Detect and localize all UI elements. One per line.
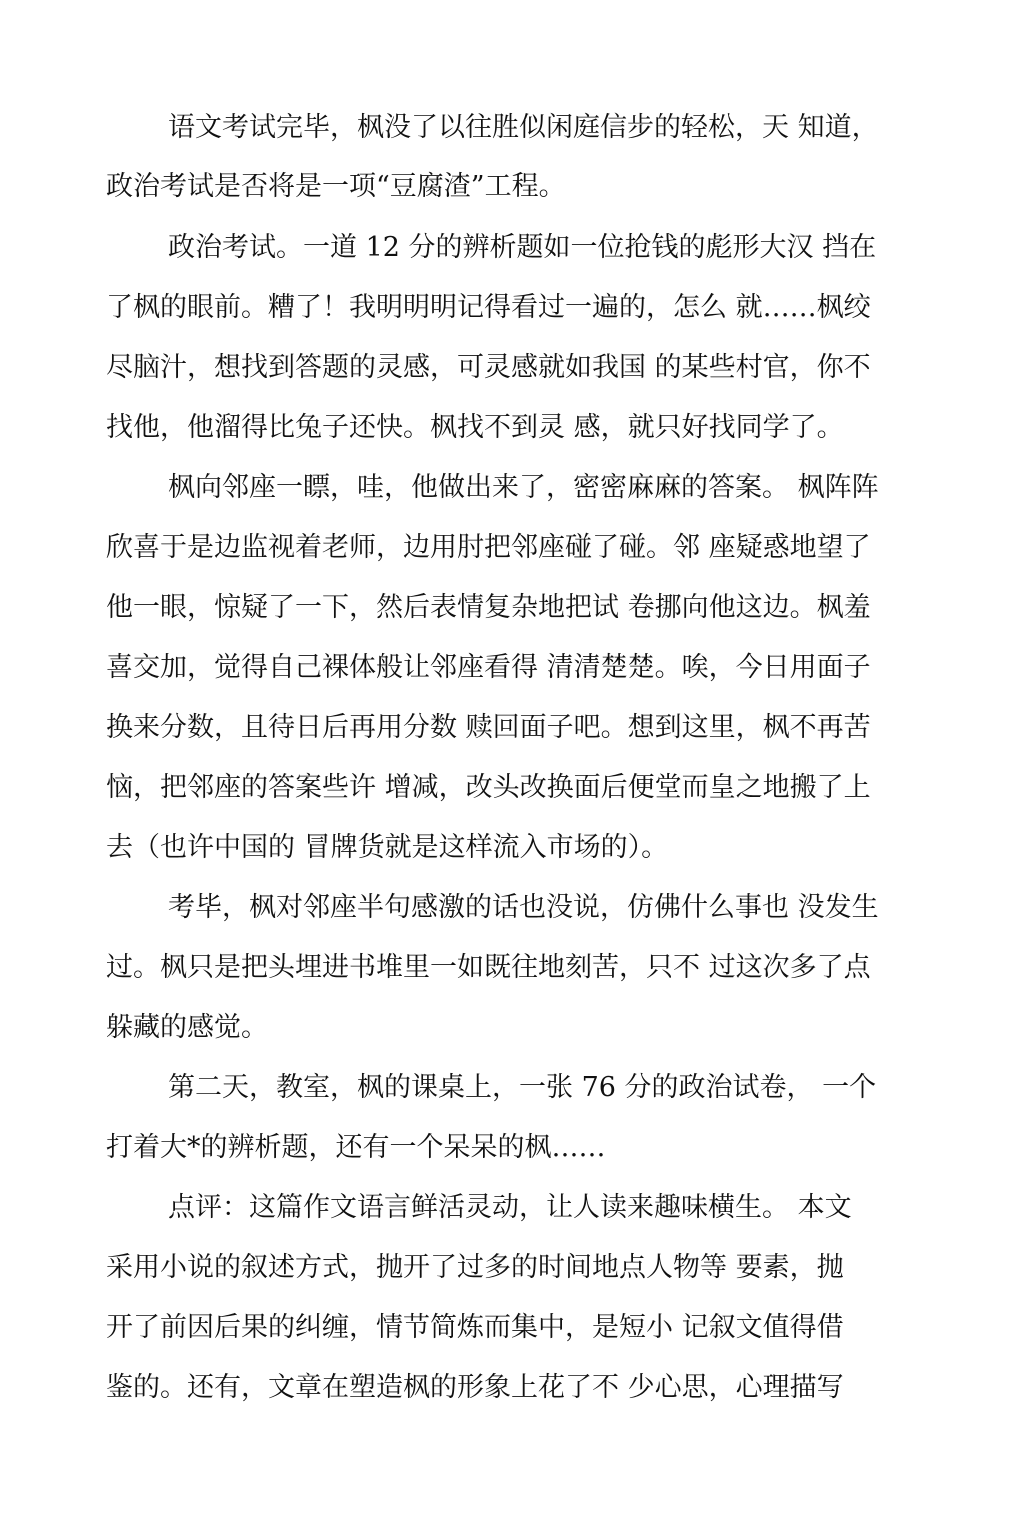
text-line: 政治考试是否将是一项“豆腐渣”工程。 xyxy=(106,171,566,202)
text-line: 恼，把邻座的答案些许 增减，改头改换面后便堂而皇之地搬了上 xyxy=(106,772,871,803)
text-line: 找他，他溜得比兔子还快。枫找不到灵 感，就只好找同学了。 xyxy=(106,412,844,443)
text-line: 去（也许中国的 冒牌货就是这样流入市场的）。 xyxy=(106,832,669,863)
text-line: 鉴的。还有，文章在塑造枫的形象上花了不 少心思，心理描写 xyxy=(106,1372,844,1403)
text-line: 欣喜于是边监视着老师，边用肘把邻座碰了碰。邻 座疑惑地望了 xyxy=(106,532,871,563)
text-line: 尽脑汁，想找到答题的灵感，可灵感就如我国 的某些村官，你不 xyxy=(106,352,871,383)
text-line: 枫向邻座一瞟，哇，他做出来了，密密麻麻的答案。 枫阵阵 xyxy=(168,472,879,503)
text-line: 喜交加，觉得自己裸体般让邻座看得 清清楚楚。唉，今日用面子 xyxy=(106,652,871,683)
text-line: 第二天，教室，枫的课桌上，一张 76 分的政治试卷， 一个 xyxy=(168,1072,877,1103)
text-line: 他一眼，惊疑了一下，然后表情复杂地把试 卷挪向他这边。枫羞 xyxy=(106,592,871,623)
text-line: 了枫的眼前。糟了！我明明明记得看过一遍的，怎么 就……枫绞 xyxy=(106,292,871,323)
text-line: 采用小说的叙述方式，抛开了过多的时间地点人物等 要素，抛 xyxy=(106,1252,844,1283)
text-line: 过。枫只是把头埋进书堆里一如既往地刻苦，只不 过这次多了点 xyxy=(106,952,871,983)
text-line: 打着大*的辨析题，还有一个呆呆的枫…… xyxy=(106,1132,606,1163)
text-line: 政治考试。一道 12 分的辨析题如一位抢钱的彪形大汉 挡在 xyxy=(168,232,877,263)
text-line: 躲藏的感觉。 xyxy=(106,1012,268,1043)
text-line: 点评：这篇作文语言鲜活灵动，让人读来趣味横生。 本文 xyxy=(168,1192,852,1223)
text-line: 换来分数，且待日后再用分数 赎回面子吧。想到这里，枫不再苦 xyxy=(106,712,871,743)
text-line: 考毕，枫对邻座半句感激的话也没说，仿佛什么事也 没发生 xyxy=(168,892,879,923)
text-line: 语文考试完毕，枫没了以往胜似闲庭信步的轻松，天 知道， xyxy=(168,112,879,143)
text-line: 开了前因后果的纠缠，情节简炼而集中，是短小 记叙文值得借 xyxy=(106,1312,844,1343)
